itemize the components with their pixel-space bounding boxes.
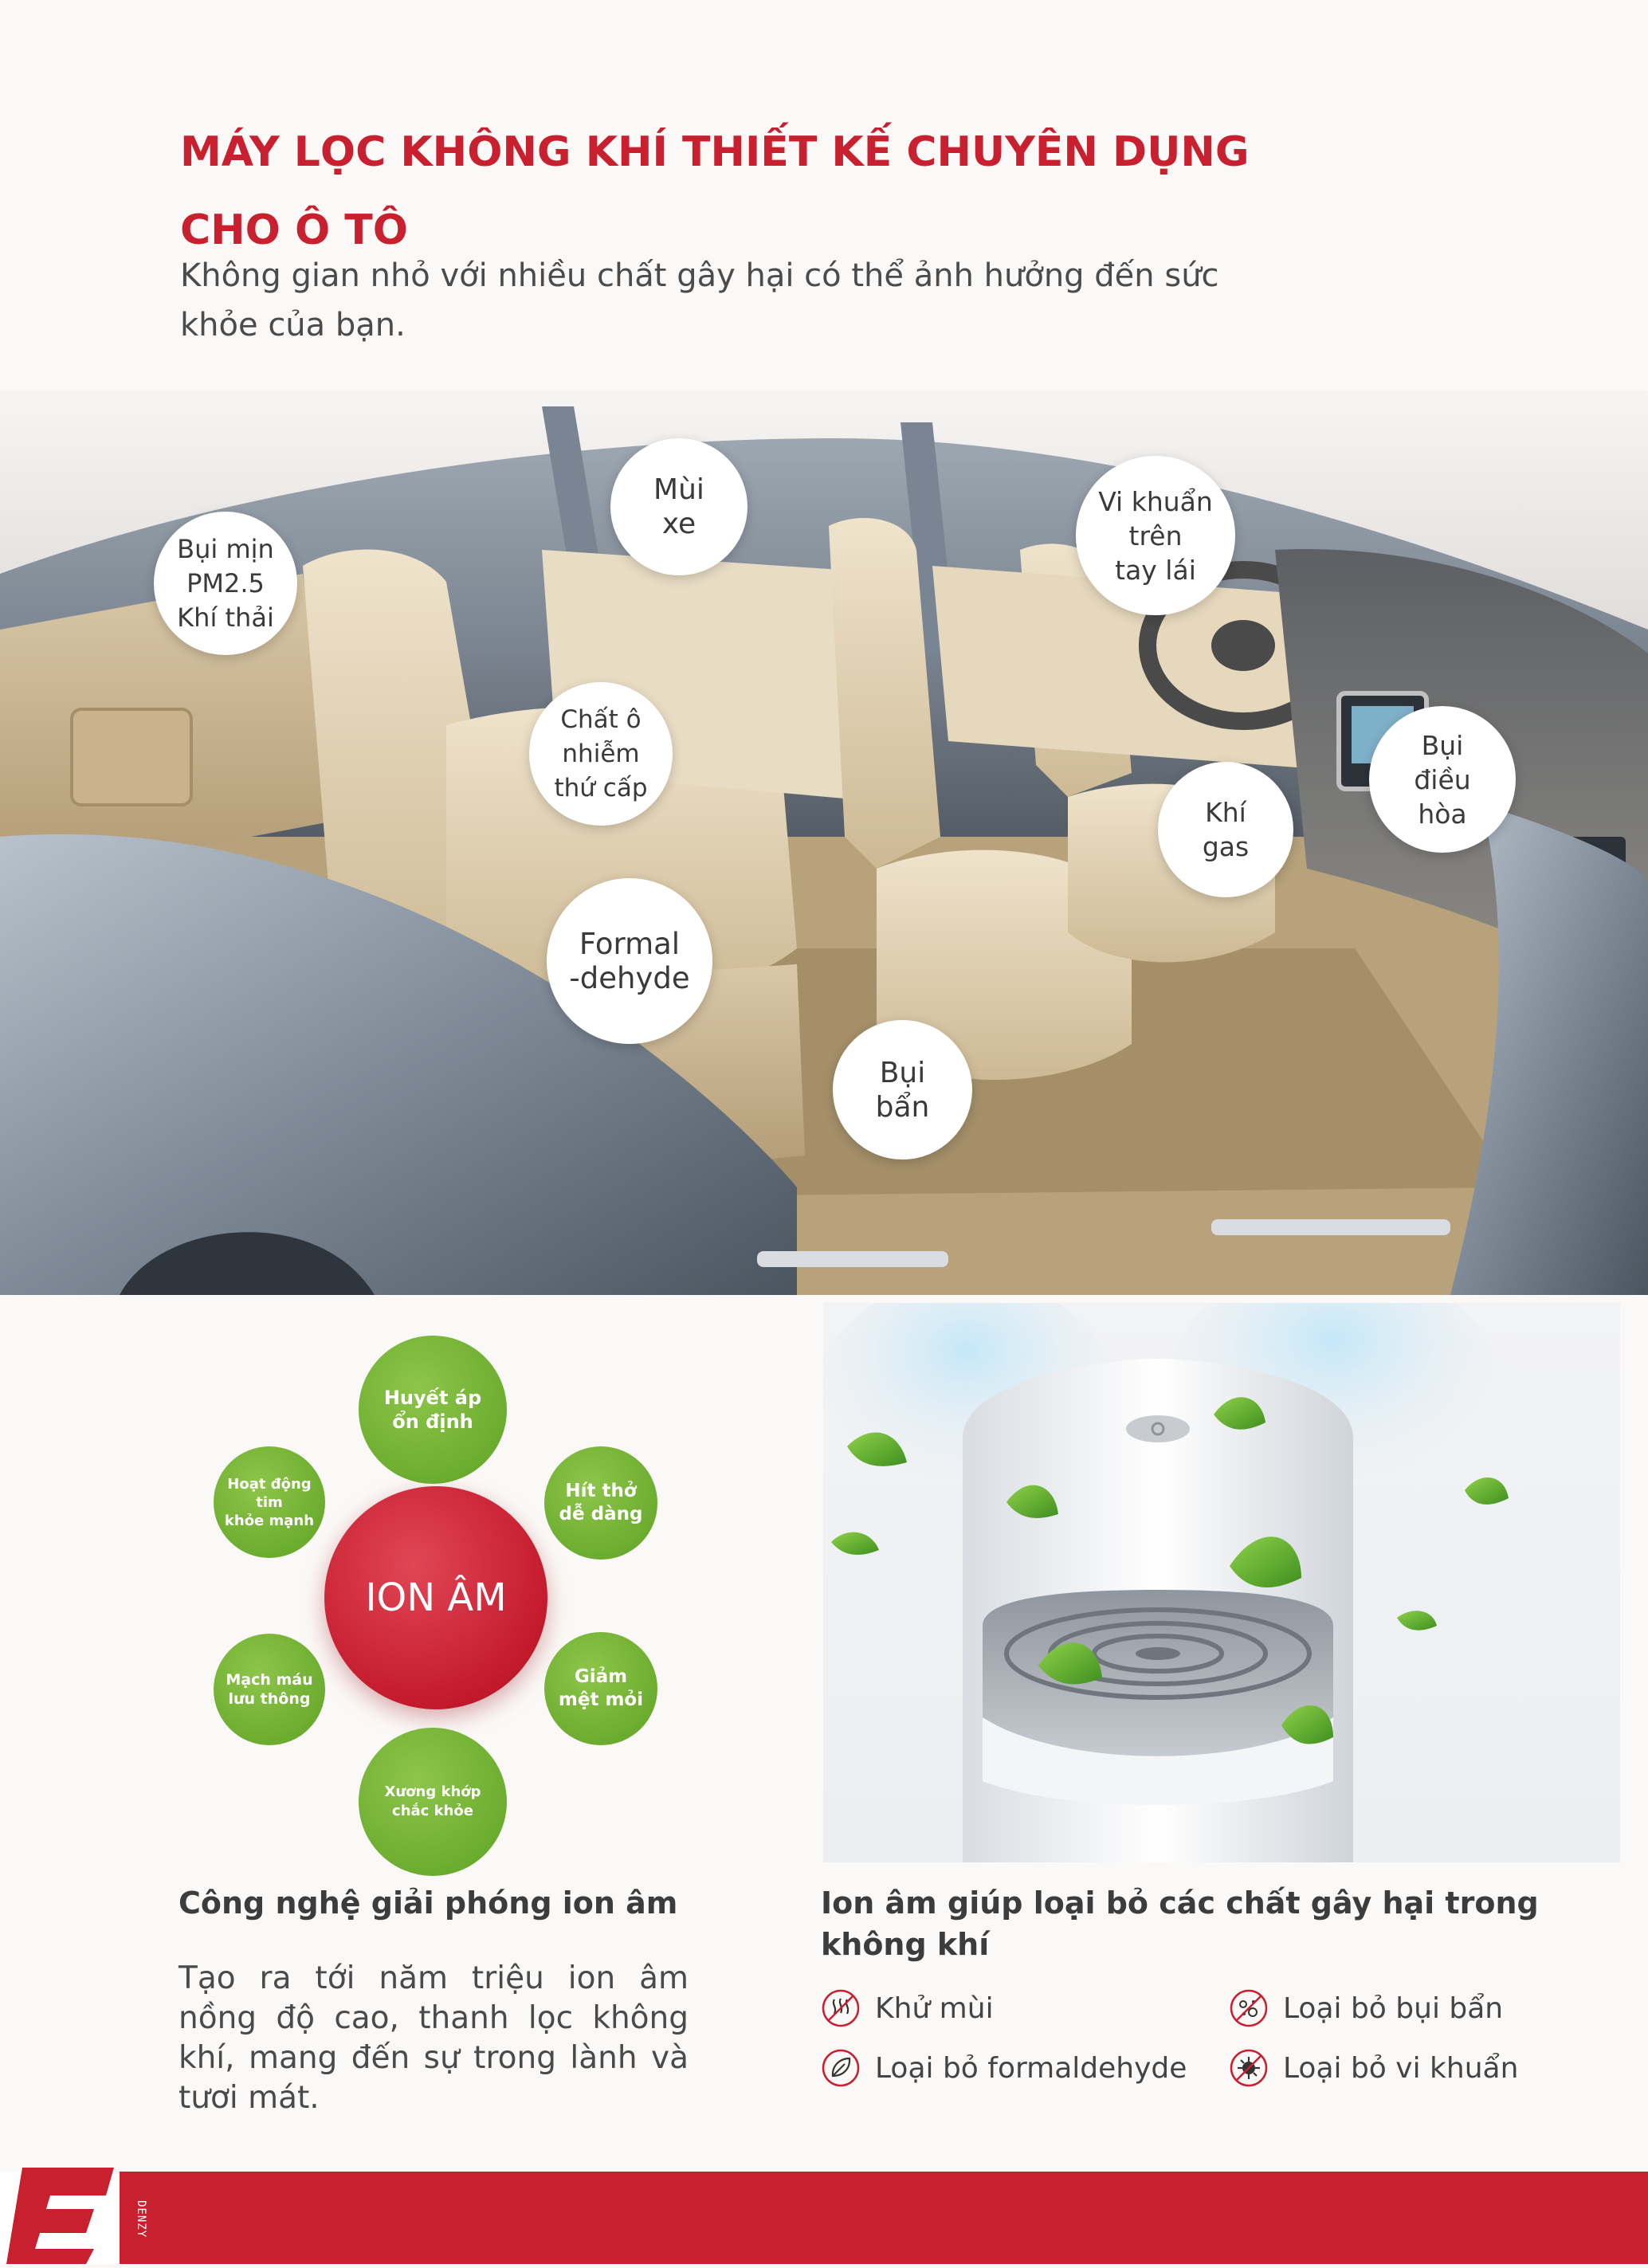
benefit-circle: Hoạt động tim khỏe mạnh — [214, 1446, 325, 1558]
benefit-circle: Mạch máu lưu thông — [214, 1634, 325, 1745]
ion-center-circle: ION ÂM — [324, 1486, 547, 1709]
feature-odor: Khử mùi — [821, 1988, 994, 2028]
brand-logo — [6, 2152, 118, 2264]
brand-logo-mark — [6, 2152, 118, 2264]
leaf-icon — [821, 2048, 861, 2088]
pollutant-bubble: Chất ô nhiễm thứ cấp — [529, 682, 673, 826]
car-interior-image — [0, 390, 1648, 1295]
pollutant-bubble: Bụi điều hòa — [1369, 706, 1516, 853]
benefit-circle: Hít thở dễ dàng — [544, 1446, 657, 1560]
benefit-circle: Xương khớp chắc khỏe — [359, 1728, 507, 1876]
technology-description: Tạo ra tới năm triệu ion âm nồng độ cao, thanh lọc không khí, mang đến sự trong lành và tươi mát. — [179, 1960, 689, 2116]
dust-icon — [1229, 1988, 1269, 2028]
page-subtitle: Không gian nhỏ với nhiều chất gây hại có thể ảnh hưởng đến sức khỏe của bạn. — [180, 257, 1219, 343]
page-title: MÁY LỌC KHÔNG KHÍ THIẾT KẾ CHUYÊN DỤNG CHO Ô TÔ — [180, 128, 1250, 254]
footer-bar — [0, 2172, 1648, 2264]
bacteria-icon — [1229, 2048, 1269, 2088]
air-purifier-image — [823, 1303, 1620, 1862]
technology-heading: Công nghệ giải phóng ion âm — [179, 1885, 678, 1921]
odor-icon — [821, 1988, 861, 2028]
pollutant-bubble: Bụi mịn PM2.5 Khí thải — [154, 512, 297, 655]
pollutant-bubble: Mùi xe — [610, 438, 747, 575]
feature-bacteria: Loại bỏ vi khuẩn — [1229, 2048, 1518, 2088]
pollutant-bubble: Bụi bẩn — [833, 1020, 972, 1160]
feature-dust: Loại bỏ bụi bẩn — [1229, 1988, 1503, 2028]
benefit-circle: Giảm mệt mỏi — [544, 1632, 657, 1745]
feature-formaldehyde: Loại bỏ formaldehyde — [821, 2048, 1187, 2088]
benefit-circle: Huyết áp ổn định — [359, 1336, 507, 1484]
brand-wordmark: DENZY — [135, 2200, 147, 2239]
air-purifier-illustration — [823, 1303, 1620, 1862]
removal-heading: Ion âm giúp loại bỏ các chất gây hại trong không khí — [821, 1885, 1539, 1962]
pollutant-bubble: Formal -dehyde — [547, 878, 712, 1044]
pollutant-bubble: Vi khuẩn trên tay lái — [1076, 456, 1235, 615]
pollutant-bubble: Khí gas — [1158, 762, 1293, 897]
